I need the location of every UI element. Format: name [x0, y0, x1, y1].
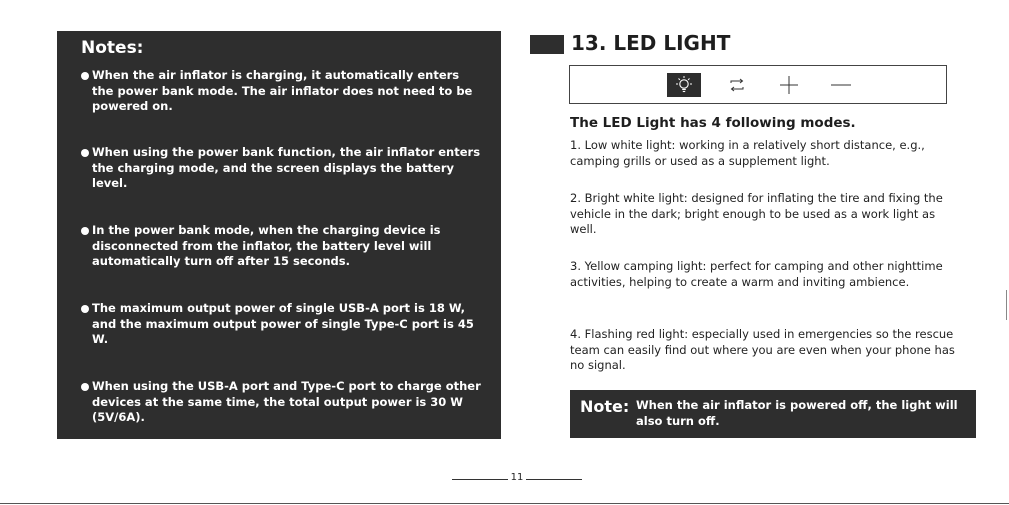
- section-marker: [530, 35, 564, 54]
- footer-rule-left: [452, 479, 508, 480]
- note-item: [81, 379, 481, 426]
- mode-description: 2. Bright white light: designed for inflating the tire and fixing the vehicle in the dark; bright enough to be used as a work light as well.: [570, 191, 943, 237]
- page-edge-mark: [1006, 290, 1007, 320]
- modes-heading: The LED Light has 4 following modes.: [570, 115, 856, 131]
- note-text: The maximum output power of single USB-A port is 18 W, and the maximum output power of single Type-C port is 45 W.: [92, 301, 474, 347]
- note-box: [570, 390, 976, 438]
- section-title: 13. LED LIGHT: [571, 31, 731, 55]
- bullet-dot-icon: [81, 305, 89, 313]
- led-mode-strip: [569, 65, 947, 104]
- bullet-dot-icon: [81, 72, 89, 80]
- note-text: When using the USB-A port and Type-C port to charge other devices at the same time, the total output power is 30 W (5V/6A).: [92, 379, 481, 425]
- mode-description: 1. Low white light: working in a relatively short distance, e.g., camping grills or used as a supplement light.: [570, 138, 925, 168]
- bullet-dot-icon: [81, 227, 89, 235]
- notes-title: Notes:: [81, 38, 144, 58]
- note-text: When using the power bank function, the air inflator enters the charging mode, and the screen displays the battery level.: [92, 145, 481, 191]
- bullet-dot-icon: [81, 149, 89, 157]
- note-text: When the air inflator is powered off, the light will also turn off.: [636, 398, 958, 428]
- footer-rule-right: [526, 479, 582, 480]
- page-bottom-border: [0, 503, 1009, 504]
- mode-description: 4. Flashing red light: especially used in emergencies so the rescue team can easily find out where you are even when your phone has no signal.: [570, 327, 955, 373]
- note-item: [81, 145, 481, 192]
- minus-icon: [824, 73, 858, 97]
- page-footer: [452, 471, 582, 487]
- note-item: [81, 301, 481, 348]
- note-item: [81, 68, 481, 115]
- notes-panel: [57, 31, 501, 439]
- note-text: In the power bank mode, when the charging device is disconnected from the inflator, the battery level will automatically turn off after 15 seconds.: [92, 223, 441, 269]
- mode-description: 3. Yellow camping light: perfect for camping and other nighttime activities, helping to create a warm and inviting ambience.: [570, 259, 943, 289]
- note-text: When the air inflator is charging, it automatically enters the power bank mode. The air inflator does not need to be powered on.: [92, 68, 473, 114]
- plus-icon: [772, 73, 806, 97]
- note-label: Note:: [580, 397, 630, 416]
- bullet-dot-icon: [81, 383, 89, 391]
- note-item: [81, 223, 481, 270]
- page-number: 11: [510, 472, 524, 483]
- light-bulb-icon: [667, 73, 701, 97]
- cycle-icon: [720, 73, 754, 97]
